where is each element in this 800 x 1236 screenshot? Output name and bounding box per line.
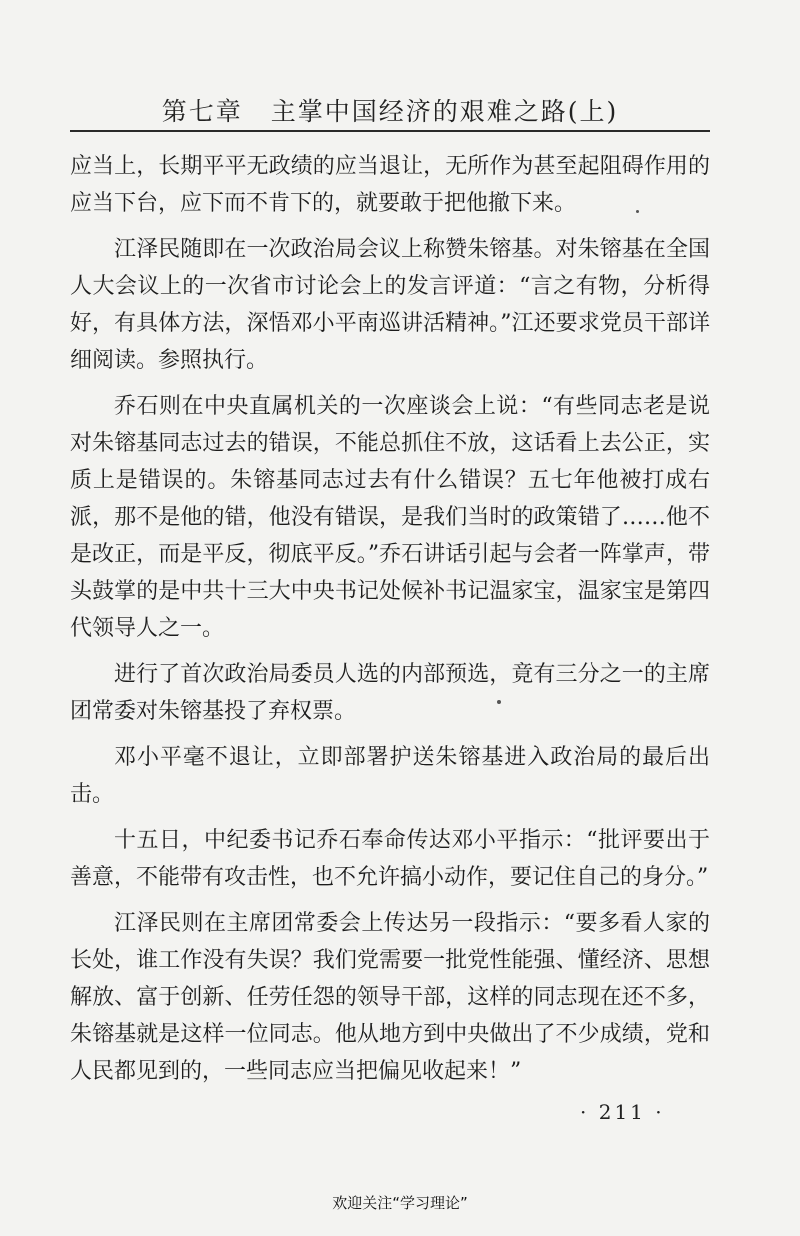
chapter-title: 主掌中国经济的艰难之路(上): [270, 97, 619, 126]
paragraph: 进行了首次政治局委员人选的内部预选，竟有三分之一的主席团常委对朱镕基投了弃权票。: [70, 662, 710, 724]
scan-speck: [497, 700, 501, 704]
footer-note: 欢迎关注“学习理论”: [332, 1194, 468, 1212]
page-body: [70, 148, 710, 1099]
paragraph: 邓小平毫不退让，立即部署护送朱镕基进入政治局的最后出击。: [70, 745, 710, 807]
paragraph: 应当上，长期平平无政绩的应当退让，无所作为甚至起阻碍作用的应当下台，应下而不肯下的，就要敢于把他撤下来。: [70, 154, 710, 216]
paragraph: 江泽民则在主席团常委会上传达另一段指示：“要多看人家的长处，谁工作没有失误？我们党需要一批党性能强、懂经济、思想解放、富于创新、任劳任怨的领导干部，这样的同志现在还不多，朱镕基就是这样一位同志。他从地方到中央做出了不少成绩，党和人民都见到的，一些同志应当把偏见收起来！”: [70, 911, 710, 1084]
paragraph: 十五日，中纪委书记乔石奉命传达邓小平指示：“批评要出于善意，不能带有攻击性，也不允许搞小动作，要记住自己的身分。”: [70, 828, 710, 890]
header-rule: [70, 130, 710, 132]
paragraph: 乔石则在中央直属机关的一次座谈会上说：“有些同志老是说对朱镕基同志过去的错误，不能总抓住不放，这话看上去公正，实质上是错误的。朱镕基同志过去有什么错误？五七年他被打成右派，那不是他的错，他没有错误，是我们当时的政策错了……他不是改正，而是平反，彻底平反。”乔石讲话引起与会者一阵掌声，带头鼓掌的是中共十三大中央书记处候补书记温家宝，温家宝是第四代领导人之一。: [70, 394, 710, 641]
page-number: · 211 ·: [580, 1100, 665, 1124]
paragraph: 江泽民随即在一次政治局会议上称赞朱镕基。对朱镕基在全国人大会议上的一次省市讨论会上的发言评道：“言之有物，分析得好，有具体方法，深悟邓小平南巡讲活精神。”江还要求党员干部详细阅读。参照执行。: [70, 237, 710, 373]
scan-speck: [636, 210, 639, 213]
running-header: [70, 92, 710, 128]
chapter-number: 第七章: [161, 97, 243, 126]
